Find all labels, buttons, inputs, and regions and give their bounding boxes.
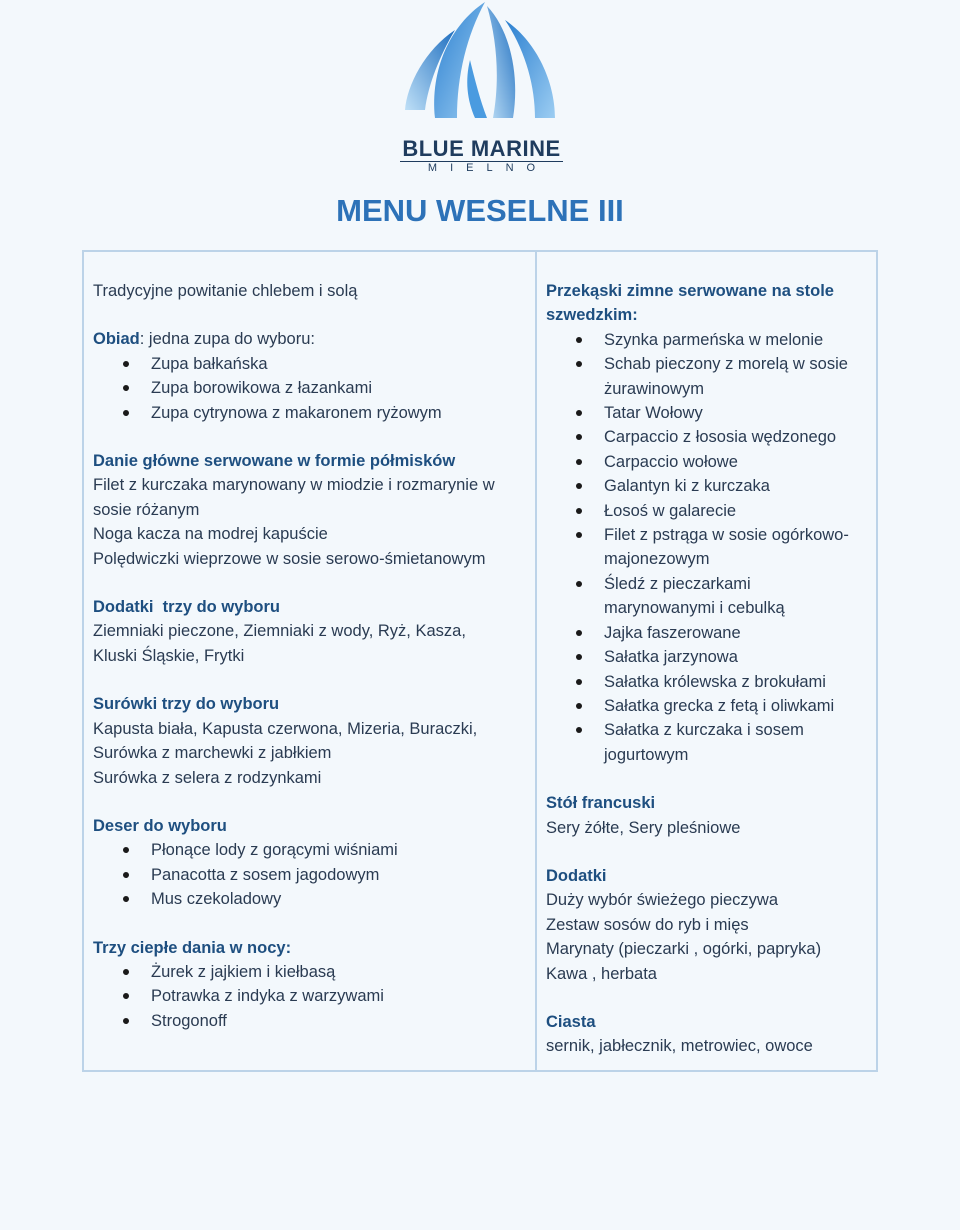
list-item [546, 523, 876, 572]
text-line: Polędwiczki wieprzowe w sosie serowo-śmietanowym [93, 549, 486, 568]
greeting-section [93, 279, 535, 303]
list-item [546, 328, 876, 352]
list-item [546, 718, 876, 767]
list-item-line: Łosoś w galarecie [604, 501, 737, 520]
greeting-text: Tradycyjne powitanie chlebem i solą [93, 282, 358, 300]
cold-starters-list [546, 328, 876, 767]
list-item [546, 474, 876, 498]
list-item-line: Śledź z pieczarkami [604, 574, 751, 593]
obiad-heading: Obiad: jedna zupa do wyboru: [93, 330, 315, 349]
cold-starters-heading-cont: szwedzkim: [546, 306, 638, 325]
extras-heading: Dodatki [546, 866, 607, 885]
list-item [546, 425, 876, 449]
list-item: Zupa cytrynowa z makaronem ryżowym [93, 401, 535, 425]
dessert-list [93, 838, 535, 911]
cold-starters-heading: Przekąski zimne serwowane na stole [546, 282, 834, 300]
list-item: Strogonoff [93, 1009, 535, 1033]
list-item [546, 499, 876, 523]
text-line: sernik, jabłecznik, metrowiec, owoce [546, 1037, 813, 1056]
sides-heading: Dodatki trzy do wyboru [93, 598, 281, 617]
menu-table [82, 250, 878, 1072]
list-item [546, 401, 876, 425]
text-line: Surówka z selera z rodzynkami [93, 768, 322, 787]
extras-section [546, 864, 876, 986]
list-item: Płonące lody z gorącymi wiśniami [93, 838, 535, 862]
cheese-table-heading: Stół francuski [546, 794, 656, 813]
list-item: Zupa bałkańska [93, 352, 535, 376]
list-item-line: Galantyn ki z kurczaka [604, 477, 770, 496]
list-item [546, 352, 876, 401]
night-dishes-list [93, 960, 535, 1033]
list-item-line: Sałatka jarzynowa [604, 648, 738, 667]
text-line: Surówka z marchewki z jabłkiem [93, 744, 332, 763]
list-item-line: Tatar Wołowy [604, 404, 703, 423]
list-item-line: Sałatka z kurczaka i sosem [604, 721, 804, 740]
brand-subtitle: MIELNO [427, 162, 549, 174]
dessert-section [93, 814, 535, 912]
night-dishes-heading: Trzy ciepłe dania w nocy: [93, 938, 292, 957]
dessert-heading: Deser do wyboru [93, 816, 227, 835]
list-item-line: żurawinowym [604, 379, 704, 398]
text-line: Noga kacza na modrej kapuście [93, 525, 328, 544]
list-item-line: Sałatka królewska z brokułami [604, 672, 826, 691]
list-item [546, 572, 876, 621]
menu-column-left [84, 252, 537, 1070]
list-item: Potrawka z indyka z warzywami [93, 984, 535, 1008]
menu-column-right [537, 252, 876, 1070]
list-item-line: Szynka parmeńska w melonie [604, 330, 824, 349]
salads-section [93, 692, 535, 790]
list-item [546, 450, 876, 474]
list-item: Mus czekoladowy [93, 887, 535, 911]
list-item-line: Carpaccio wołowe [604, 452, 738, 471]
text-line: Zestaw sosów do ryb i mięs [546, 915, 749, 934]
list-item-line: Jajka faszerowane [604, 623, 741, 642]
text-line: sosie różanym [93, 500, 200, 519]
night-dishes-section [93, 936, 535, 1034]
soup-list [93, 352, 535, 425]
list-item-line: Sałatka grecka z fetą i oliwkami [604, 696, 835, 715]
text-line: Sery żółte, Sery pleśniowe [546, 818, 741, 837]
page-title: MENU WESELNE III [336, 193, 624, 228]
list-item [546, 670, 876, 694]
list-item: Panacotta z sosem jagodowym [93, 863, 535, 887]
list-item-line: marynowanymi i cebulką [604, 599, 785, 618]
text-line: Kawa , herbata [546, 964, 657, 983]
salads-heading: Surówki trzy do wyboru [93, 695, 280, 714]
obiad-section [93, 327, 535, 425]
list-item-line: jogurtowym [604, 745, 689, 764]
list-item-line: majonezowym [604, 550, 710, 569]
brand-name: BLUE MARINE [402, 136, 561, 161]
cakes-section [546, 1010, 876, 1059]
main-course-heading: Danie główne serwowane w formie półmisków [93, 452, 456, 471]
cheese-table-section [546, 791, 876, 840]
list-item: Żurek z jajkiem i kiełbasą [93, 960, 535, 984]
text-line: Kapusta biała, Kapusta czerwona, Mizeria, Buraczki, [93, 719, 478, 738]
list-item [546, 645, 876, 669]
list-item-line: Filet z pstrąga w sosie ogórkowo- [604, 526, 849, 545]
list-item-line: Carpaccio z łososia wędzonego [604, 428, 837, 447]
list-item: Zupa borowikowa z łazankami [93, 376, 535, 400]
text-line: Filet z kurczaka marynowany w miodzie i rozmarynie w [93, 476, 495, 495]
cakes-heading: Ciasta [546, 1012, 596, 1031]
text-line: Kluski Śląskie, Frytki [93, 646, 245, 665]
list-item [546, 621, 876, 645]
list-item [546, 694, 876, 718]
sides-section [93, 595, 535, 668]
text-line: Ziemniaki pieczone, Ziemniaki z wody, Ryż, Kasza, [93, 622, 466, 641]
list-item-line: Schab pieczony z morelą w sosie [604, 355, 848, 374]
main-course-section [93, 449, 535, 571]
text-line: Marynaty (pieczarki , ogórki, papryka) [546, 940, 822, 959]
cold-starters-section [546, 279, 876, 767]
text-line: Duży wybór świeżego pieczywa [546, 891, 779, 910]
